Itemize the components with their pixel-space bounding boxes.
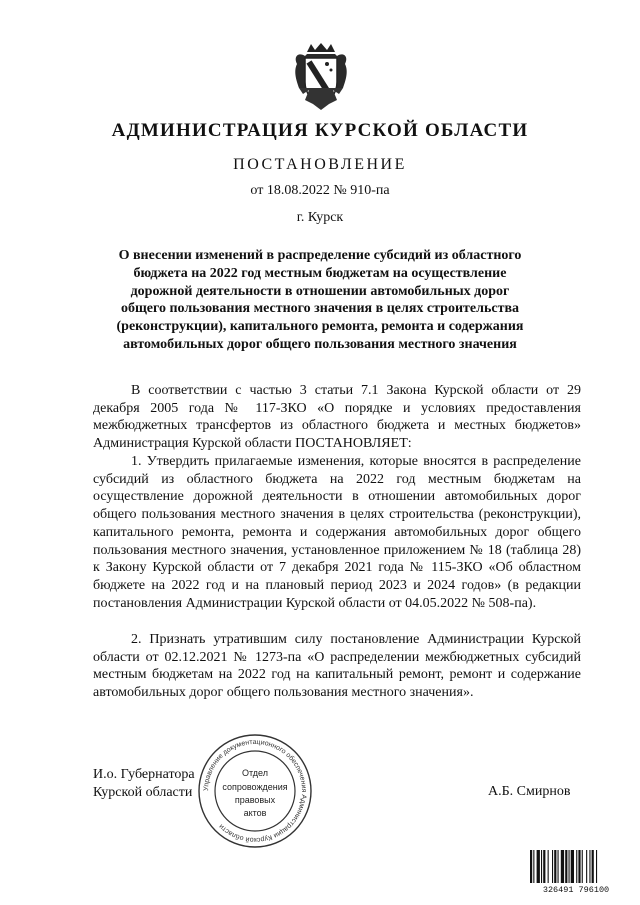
stamp-line-2: сопровождения [222, 782, 288, 792]
stamp-ring-text: Управление документационного обеспечения Администрации Курской области [202, 738, 308, 844]
barcode-bar [565, 850, 567, 883]
barcode-bar [586, 850, 587, 883]
document-subject-title: О внесении изменений в распределение субсидий из областного бюджета на 2022 год местным бюджетам на осуществление дорожной деятельности в отношении автомобильных дорог общего пользования местного значения в целях строительства (реконструкции), капитального ремонта, ремонта и содержания автомобильных дорог общего пользования местного значения [116, 248, 524, 352]
barcode-bar [596, 850, 597, 883]
stamp-line-3: правовых [234, 795, 276, 805]
barcode-bar [561, 850, 564, 883]
stamp-line-1: Отдел [241, 768, 269, 778]
barcode-bar [541, 850, 542, 883]
document-date-number: от 18.08.2022 № 910-па [250, 183, 390, 198]
barcode-bar [533, 850, 534, 883]
stamp-line-4: актов [243, 808, 267, 818]
barcode-bar [571, 850, 574, 883]
barcode-bar [548, 850, 549, 883]
barcode-bar [569, 850, 570, 883]
item-2-paragraph: 2. Признать утратившим силу постановление Администрации Курской области от 02.12.2021 № 1273-па «О распределении межбюджетных субсидий местным бюджетам на 2022 год на капитальный ремонт, ремонт и содержание автомобильных дорог общего пользования местного значения». [93, 632, 581, 701]
barcode-bar [552, 850, 553, 883]
barcode-bars [530, 850, 597, 883]
document-barcode [528, 850, 624, 894]
signatory-name: А.Б. Смирнов [488, 784, 571, 799]
barcode-bar [589, 850, 590, 883]
signatory-title [93, 766, 195, 802]
barcode-bar [578, 850, 580, 883]
signatory-title-line2: Курской области [93, 785, 193, 800]
barcode-bar [558, 850, 559, 883]
barcode-bar [582, 850, 583, 883]
signatory-title-line1: И.о. Губернатора [93, 767, 195, 782]
preamble-paragraph: В соответствии с частью 3 статьи 7.1 Закона Курской области от 29 декабря 2005 года № 117-ЗКО «О порядке и условиях предоставления межбюджетных трансфертов из областного бюджета и местных бюджетов» Администрация Курской области ПОСТАНОВЛЯЕТ: [93, 383, 581, 452]
barcode-bar [576, 850, 577, 883]
barcode-bar [592, 850, 594, 883]
item-1-paragraph: 1. Утвердить прилагаемые изменения, которые вносятся в распределение субсидий из областного бюджета на 2022 год местным бюджетам на осуществление дорожной деятельности в отношении автомобильных дорог общего пользования местного значения в целях строительства (реконструкции), капитального ремонта, ремонта и содержания автомобильных дорог общего пользования местного значения, установленное приложением № 18 (таблица 28) к Закону Курской области от 7 декабря 2021 года № 115-ЗКО «Об областном бюджете на 2022 год и на плановый период 2023 и 2024 годов» (в редакции постановления Администрации Курской области от 04.05.2022 № 508-па). [93, 454, 581, 611]
document-type: ПОСТАНОВЛЕНИЕ [233, 156, 407, 173]
barcode-digits: 326491 796100 [542, 885, 610, 894]
barcode-bar [543, 850, 545, 883]
barcode-bar [537, 850, 540, 883]
coat-of-arms-emblem [293, 42, 349, 112]
organization-title: АДМИНИСТРАЦИЯ КУРСКОЙ ОБЛАСТИ [111, 120, 529, 141]
official-stamp [196, 732, 314, 850]
document-city: г. Курск [296, 210, 344, 225]
barcode-bar [530, 850, 532, 883]
barcode-bar [554, 850, 556, 883]
